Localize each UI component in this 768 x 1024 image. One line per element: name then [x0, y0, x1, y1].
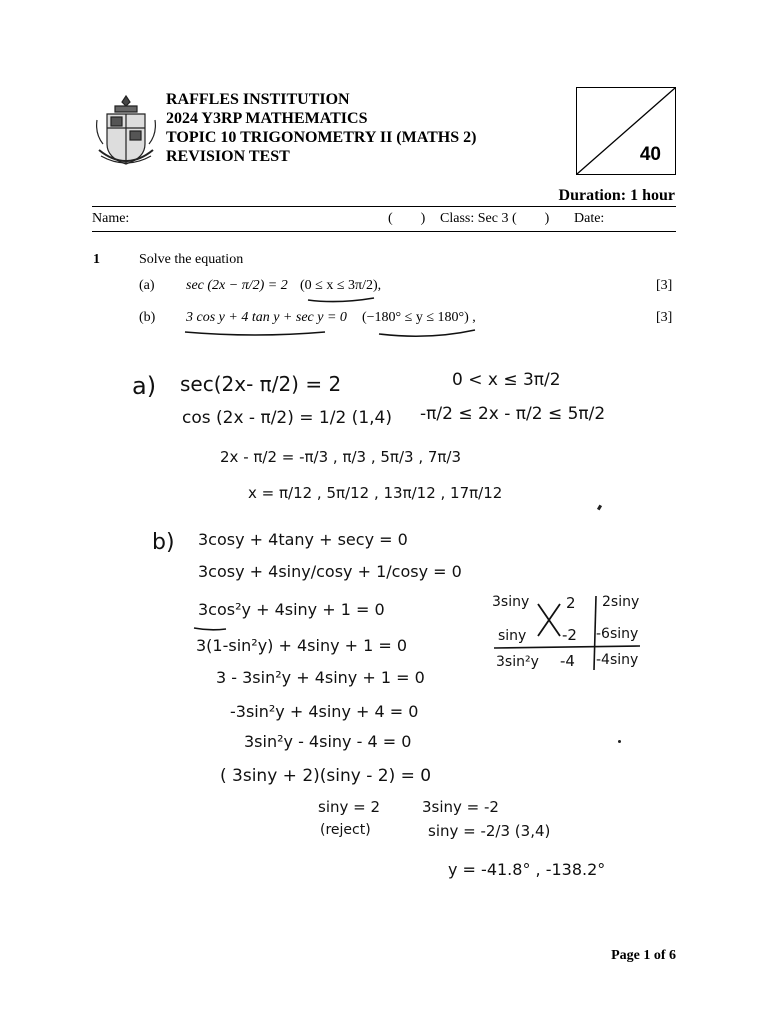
school-crest-logo — [93, 90, 159, 172]
cross-r1c1: 3siny — [492, 594, 530, 610]
working-b-line5: 3 - 3sin²y + 4siny + 1 = 0 — [216, 668, 425, 687]
index-brackets: ( ) — [388, 211, 426, 226]
course-title: 2024 Y3RP MATHEMATICS — [166, 110, 368, 127]
class-label: Class: Sec 3 ( ) — [440, 211, 550, 226]
working-b-line6: -3sin²y + 4siny + 4 = 0 — [230, 702, 419, 721]
working-b-line8: ( 3siny + 2)(siny - 2) = 0 — [220, 766, 432, 786]
working-b-line10a: 3siny = -2 — [422, 798, 499, 816]
cross-r1c3: 2siny — [602, 594, 640, 610]
working-b-line9a: siny = 2 — [318, 798, 381, 816]
stray-mark — [597, 505, 602, 511]
stray-dot — [618, 740, 621, 743]
topic-title: TOPIC 10 TRIGONOMETRY II (MATHS 2) — [166, 129, 477, 146]
bottom-rule — [92, 231, 676, 232]
duration: Duration: 1 hour — [558, 187, 675, 204]
cross-r1c2: 2 — [566, 594, 576, 612]
cross-r2c2: -2 — [562, 626, 577, 644]
part-b-label: (b) — [139, 310, 156, 325]
cross-r3c3: -4siny — [596, 652, 639, 668]
working-b-line1: 3cosy + 4tany + secy = 0 — [198, 530, 408, 549]
working-b-line11: y = -41.8° , -138.2° — [448, 860, 606, 879]
working-a-line1: sec(2x- π/2) = 2 — [180, 372, 342, 396]
part-b-equation: 3 cos y + 4 tan y + sec y = 0 — [186, 310, 347, 325]
working-a-line2: cos (2x - π/2) = 1/2 (1,4) — [182, 408, 392, 428]
cross-r2c3: -6siny — [596, 626, 639, 642]
part-a-label: (a) — [139, 278, 155, 293]
question-number: 1 — [93, 252, 100, 267]
top-rule — [92, 206, 676, 207]
part-a-range: (0 ≤ x ≤ 3π/2), — [300, 278, 382, 293]
working-b-line7: 3sin²y - 4siny - 4 = 0 — [244, 732, 412, 751]
underline-b — [183, 326, 483, 340]
part-b-range: (−180° ≤ y ≤ 180°) , — [362, 310, 476, 325]
school-name: RAFFLES INSTITUTION — [166, 91, 350, 108]
question-stem: Solve the equation — [139, 252, 244, 267]
date-label: Date: — [574, 211, 605, 226]
working-b-label: b) — [152, 530, 175, 555]
test-title: REVISION TEST — [166, 148, 290, 165]
cross-r2c1: siny — [498, 628, 527, 644]
name-label: Name: — [92, 211, 130, 226]
part-a-marks: [3] — [656, 278, 673, 293]
part-b-marks: [3] — [656, 310, 673, 325]
part-a-equation: sec (2x − π/2) = 2 — [186, 278, 288, 293]
working-a-range1: 0 < x ≤ 3π/2 — [452, 370, 561, 390]
working-b-line3: 3cos²y + 4siny + 1 = 0 — [198, 600, 385, 619]
cross-r3c1: 3sin²y — [496, 654, 539, 670]
working-a-label: a) — [132, 372, 157, 400]
working-a-line3: 2x - π/2 = -π/3 , π/3 , 5π/3 , 7π/3 — [220, 448, 462, 466]
cross-r3c2: -4 — [560, 652, 575, 670]
cross-lines — [490, 590, 650, 680]
underline-b3 — [192, 624, 232, 634]
working-b-line4: 3(1-sin²y) + 4siny + 1 = 0 — [196, 636, 408, 655]
working-a-range2: -π/2 ≤ 2x - π/2 ≤ 5π/2 — [420, 404, 606, 424]
working-b-line10b: siny = -2/3 (3,4) — [428, 822, 551, 840]
working-b-line9b: (reject) — [320, 822, 371, 838]
marks-box — [576, 87, 676, 175]
page-number: Page 1 of 6 — [611, 948, 676, 963]
total-marks: 40 — [639, 144, 661, 165]
working-a-line4: x = π/12 , 5π/12 , 13π/12 , 17π/12 — [248, 484, 503, 502]
working-b-line2: 3cosy + 4siny/cosy + 1/cosy = 0 — [198, 562, 462, 581]
underline-a — [306, 294, 376, 304]
